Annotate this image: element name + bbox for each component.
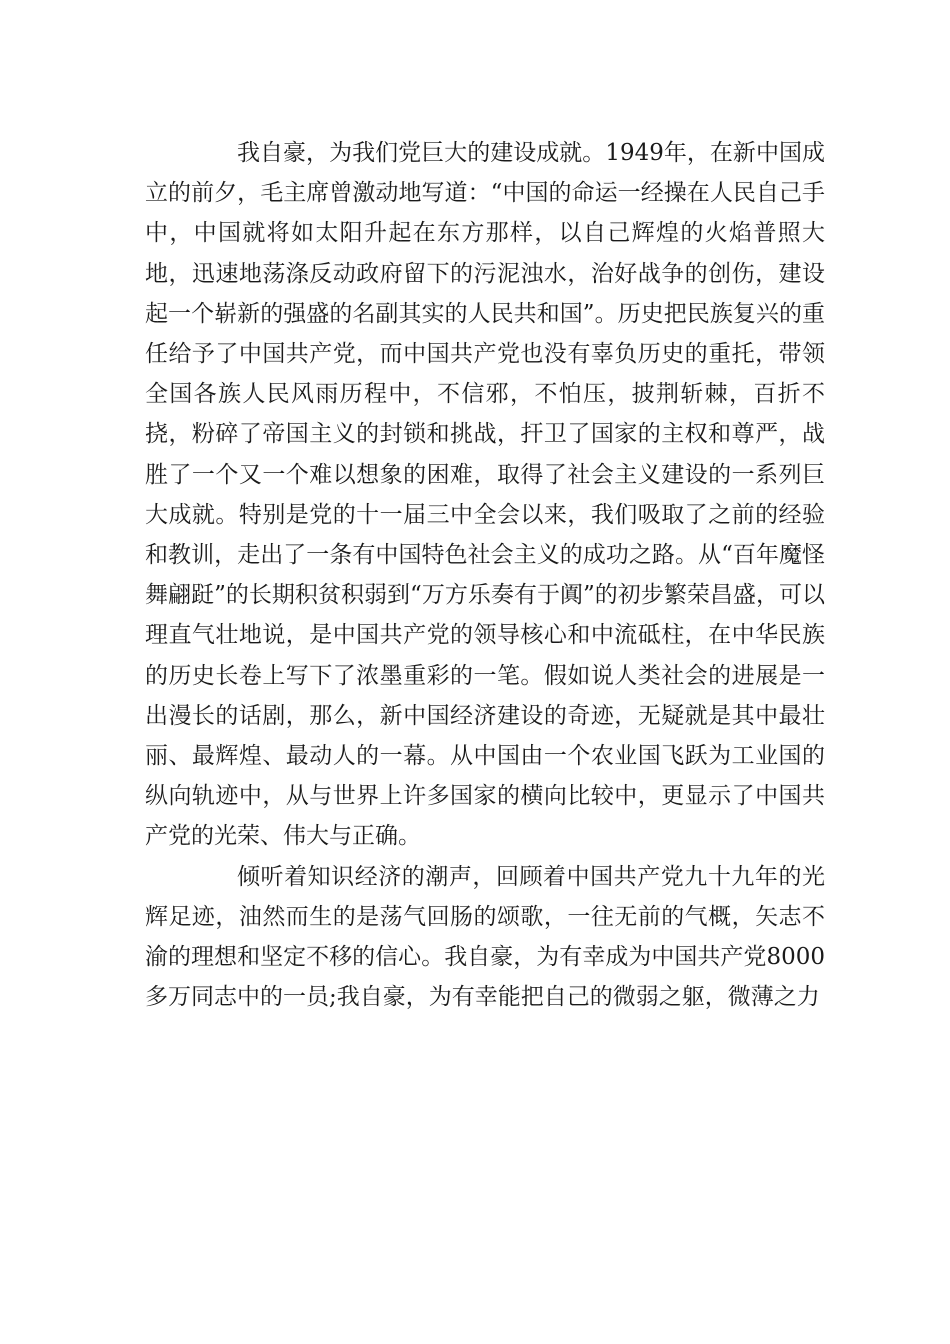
paragraph-2: 倾听着知识经济的潮声，回顾着中国共产党九十九年的光辉足迹，油然而生的是荡气回肠的颂歌，一往无前的气概，矢志不渝的理想和坚定不移的信心。我自豪，为有幸成为中国共产党8000多万同志中的一员;我自豪，为有幸能把自己的微弱之躯，微薄之力 xyxy=(145,863,825,1011)
document-body xyxy=(145,133,825,1017)
paragraph-1: 我自豪，为我们党巨大的建设成就。1949年，在新中国成立的前夕，毛主席曾激动地写道：“中国的命运一经操在人民自己手中，中国就将如太阳升起在东方那样，以自己辉煌的火焰普照大地，迅速地荡涤反动政府留下的污泥浊水，治好战争的创伤，建设起一个崭新的强盛的名副其实的人民共和国”。历史把民族复兴的重任给予了中国共产党，而中国共产党也没有辜负历史的重托，带领全国各族人民风雨历程中，不信邪，不怕压，披荆斩棘，百折不挠，粉碎了帝国主义的封锁和挑战，扞卫了国家的主权和尊严，战胜了一个又一个难以想象的困难，取得了社会主义建设的一系列巨大成就。特别是党的十一届三中全会以来，我们吸取了之前的经验和教训，走出了一条有中国特色社会主义的成功之路。从“百年魔怪舞翩跹”的长期积贫积弱到“万方乐奏有于阗”的初步繁荣昌盛，可以理直气壮地说，是中国共产党的领导核心和中流砥柱，在中华民族的历史长卷上写下了浓墨重彩的一笔。假如说人类社会的进展是一出漫长的话剧，那么，新中国经济建设的奇迹，无疑就是其中最壮丽、最辉煌、最动人的一幕。从中国由一个农业国飞跃为工业国的纵向轨迹中，从与世界上许多国家的横向比较中，更显示了中国共产党的光荣、伟大与正确。 xyxy=(145,140,825,850)
